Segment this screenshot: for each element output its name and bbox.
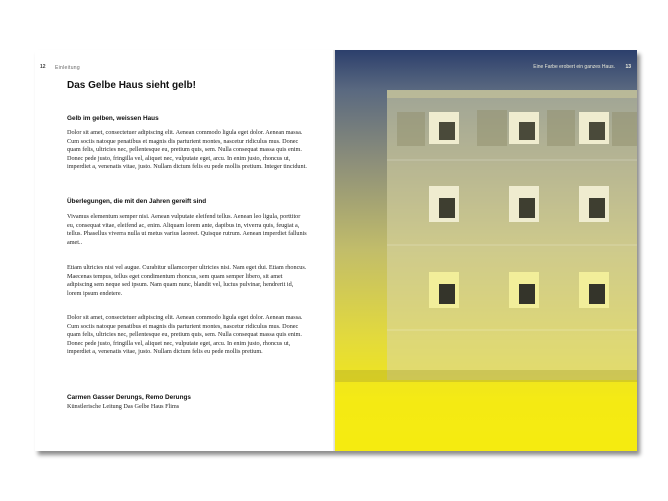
left-page [35,50,335,451]
section2-paragraph-1: Vivamus elementum semper nisi. Aenean vulputate eleifend tellus. Aenean leo ligula, porttitor eu, consequat vitae, eleifend ac, enim. Aliquam lorem ante, dapibus in, viverra quis, feugiat a, tellus. Phasellus viverra nulla ut metus varius laoreet. Quisque rutrum. Aenean imperdiet fallunis amet.. [67,213,307,246]
author-names: Carmen Gasser Derungs, Remo Derungs [67,394,191,401]
section2-paragraph-3: Dolor sit amet, consectetuer adipiscing elit. Aenean commodo ligula eget dolor. Aenean massa. Cum sociis natoque penatibus et magnis dis parturient montes, nascetur ridiculus mus. Donec quam felis, ultricies nec, pellentesque eu, pretium quis, sem. Nulla consequat massa quis enim. Donec pede justo, fringilla vel, aliquet nec, vulputate eget, arcu. In enim justo, rhoncus ut, imperdiet a, venenatis vitae, justo. Nullam dictum felis eu pede mollis pretium. [67,314,303,356]
left-page-number: 12 [40,64,46,70]
section2-paragraph-2: Etiam ultricies nisi vel augue. Curabitur ullamcorper ultricies nisi. Nam eget dui. Etiam rhoncus. Maecenas tempus, tellus eget condimentum rhoncus, sem quam semper libero, sit amet adipiscing sem neque sed ipsum. Nam quam nunc, blandit vel, luctus pulvinar, hendrerit id, lorem ipsum endetere. [67,264,307,297]
section2-heading: Überlegungen, die mit den Jahren gereift sind [67,198,207,205]
book-spread [35,50,637,451]
right-page-photo [335,50,637,451]
left-running-head: Einleitung [55,65,80,71]
ground-shadow [335,350,637,451]
building-facade-image [387,50,637,380]
section1-heading: Gelb im gelben, weissen Haus [67,115,159,122]
right-page-number: 13 [625,64,631,70]
section1-paragraph: Dolor sit amet, consectetuer adipiscing elit. Aenean commodo ligula eget dolor. Aenean massa. Cum sociis natoque penatibus et magnis dis parturient montes, nascetur ridiculus mus. Donec quam felis, ultricies nec, pellentesque eu, pretium quis, sem. Nulla consequat massa quis enim. Donec pede justo, fringilla vel, aliquet nec, vulputate eget, arcu. In enim justo, rhoncus ut, imperdiet a, venenatis vitae, justo. Nullam dictum felis eu pede mollis pretium. Integer tincidunt. [67,129,307,171]
right-running-head: Eine Farbe erobert ein ganzes Haus. [533,64,615,70]
page-title: Das Gelbe Haus sieht gelb! [67,80,196,91]
author-role: Künstlerische Leitung Das Gelbe Haus Flims [67,403,180,410]
